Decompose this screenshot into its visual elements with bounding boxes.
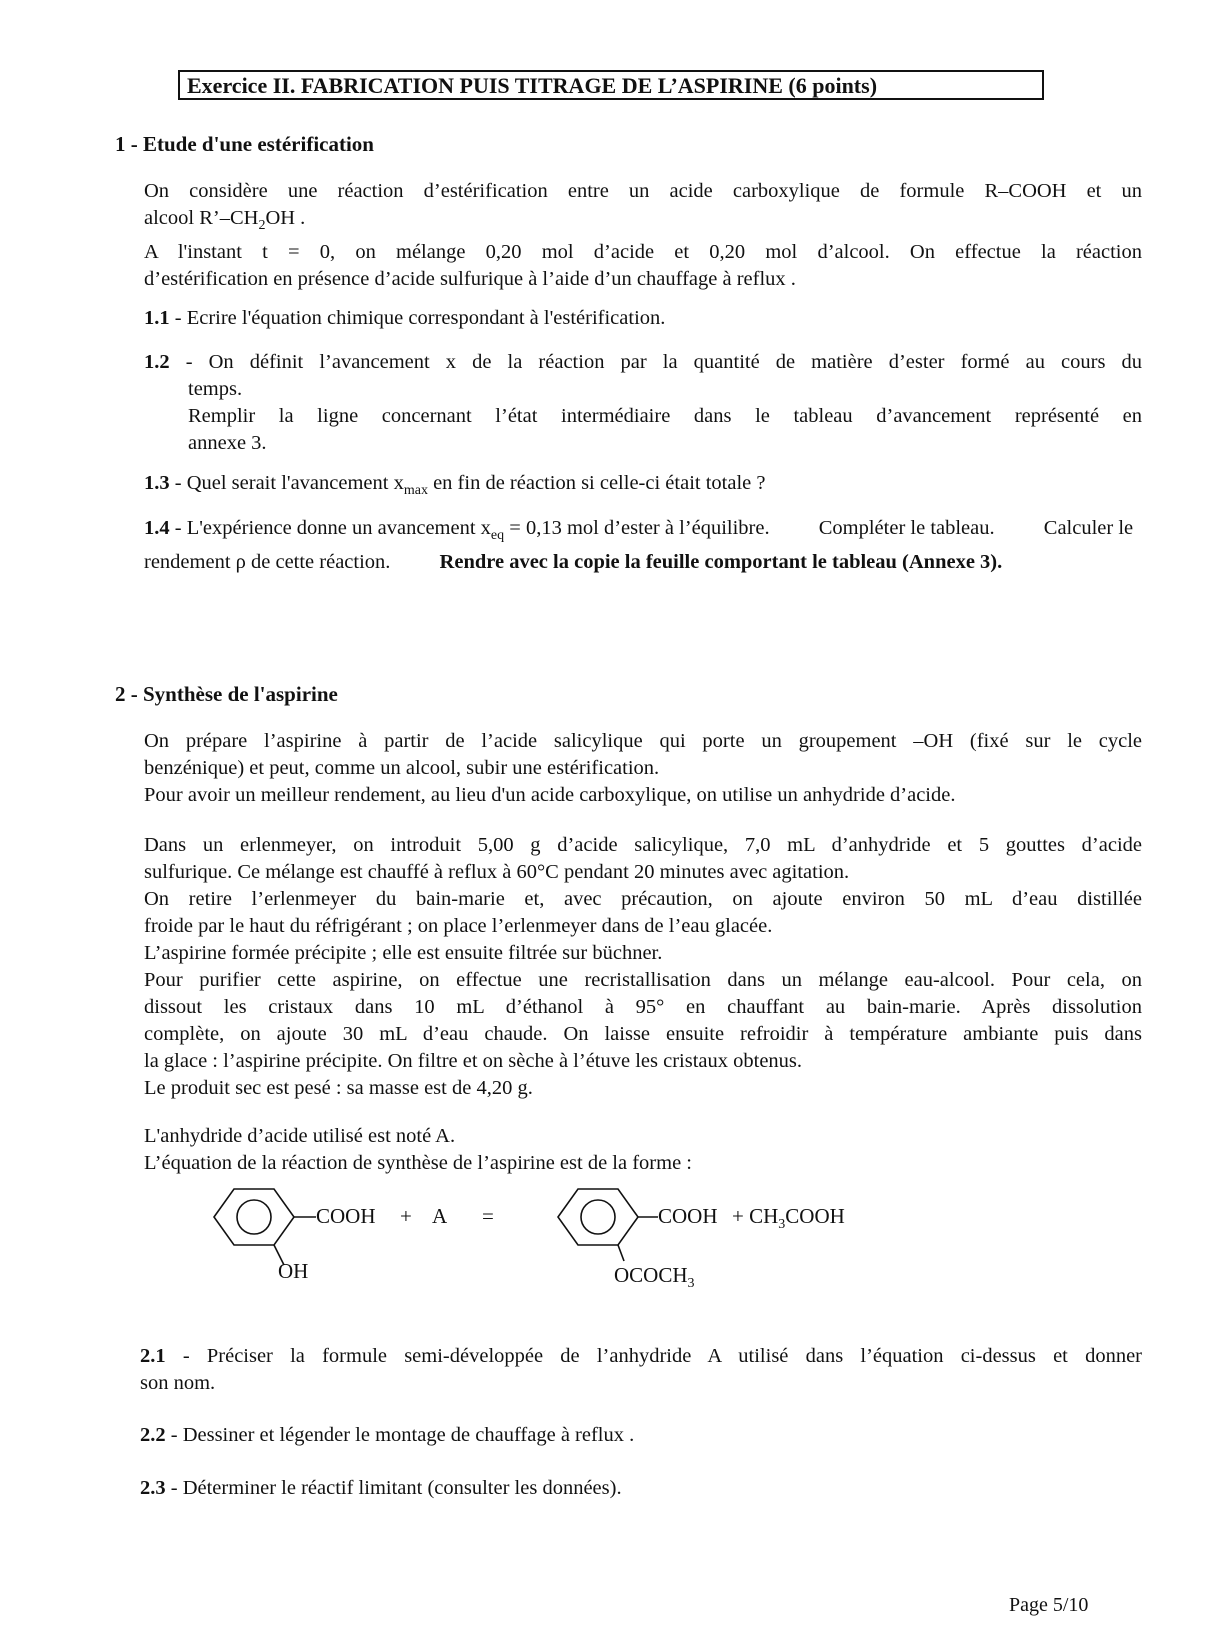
left-cooh-group: COOH <box>316 1204 376 1228</box>
question-2-3: 2.3 - Déterminer le réactif limitant (consulter les données). <box>140 1477 622 1499</box>
question-1-1: 1.1 - Ecrire l'équation chimique correspondant à l'estérification. <box>144 307 666 329</box>
equals-sign: = <box>482 1204 494 1228</box>
benzene-ring-left <box>214 1189 294 1245</box>
aromatic-circle-right <box>581 1200 615 1234</box>
section1-heading: 1 - Etude d'une estérification <box>115 132 374 156</box>
section1-intro <box>144 178 1142 293</box>
intro-line-2: alcool $R’-CH_2OH$ . <box>144 207 306 234</box>
page-number: Page 5/10 <box>1009 1594 1089 1616</box>
reactant-a: A <box>432 1204 448 1228</box>
intro-line-3: A l'instant t = 0, on mélange 0,20 mol d’acide et 0,20 mol d’alcool. On effectue la réaction <box>144 241 1142 264</box>
section2-para3: L'anhydride d’acide utilisé est noté A. L’équation de la réaction de synthèse de l’aspirine est de la forme : <box>144 1125 692 1174</box>
right-cooh-group: COOH <box>658 1204 718 1228</box>
section2-para1: On prépare l’aspirine à partir de l’acide salicylique qui porte un groupement –OH (fixé sur le cycle benzénique) et peut, comme un alcool, subir une estérification. Pour avoir un meilleur rendement, au lieu d'un acide carboxylique, on utilise un anhydride d’acide. <box>144 730 1142 806</box>
aromatic-circle-left <box>237 1200 271 1234</box>
synthesis-equation <box>200 1185 920 1295</box>
benzene-ring-right <box>558 1189 638 1245</box>
section2-para2: Dans un erlenmeyer, on introduit 5,00 g d’acide salicylique, 7,0 mL d’anhydride et 5 gouttes d’acide sulfurique. Ce mélange est chauffé à reflux à 60°C pendant 20 minutes avec agitation. On retire l’erlenmeyer du bain-marie et, avec précaution, on ajoute environ 50 mL d’eau distillée froide par le haut du réfrigérant ; on place l’erlenmeyer dans de l’eau glacée. L’aspirine formée précipite ; elle est ensuite filtrée sur büchner. Pour purifier cette aspirine, on effectue une recristallisation dans un mélange eau-alcool. Pour cela, on dissout les cristaux dans 10 mL d’éthanol à 95° en chauffant au bain-marie. Après dissolution complète, on ajoute 30 mL d’eau chaude. On laisse ensuite refroidir à température ambiante puis dans la glace : l’aspirine précipite. On filtre et on sèche à l’étuve les cristaux obtenus. Le produit sec est pesé : sa masse est de 4,20 g. <box>144 834 1142 1099</box>
acetic-acid-product: + $CH_3COOH$ <box>732 1204 845 1233</box>
question-1-4: 1.4 - L'expérience donne un avancement $x_{eq} = 0,13$ mol d’ester à l’équilibre. Compléter le tableau. Calculer le rendement ρ de cette réaction. Rendre avec la copie la feuille comportant le tableau (Annexe 3). <box>144 517 1134 574</box>
question-1-2: 1.2 - On définit l’avancement x de la réaction par la quantité de matière d’ester formé au cours du temps. Remplir la ligne concernant l’état intermédiaire dans le tableau d’avancement représenté en annexe 3. <box>144 351 1142 454</box>
question-2-1: 2.1 - Préciser la formule semi-développée de l’anhydride A utilisé dans l’équation ci-dessus et donner son nom. <box>140 1345 1142 1394</box>
plus-sign-1: + <box>400 1204 412 1228</box>
left-oh-group: OH <box>278 1259 309 1283</box>
right-ococh3-group: $OCOCH_3$ <box>614 1263 695 1292</box>
section2-heading: 2 - Synthèse de l'aspirine <box>115 682 338 706</box>
question-2-2: 2.2 - Dessiner et légender le montage de chauffage à reflux . <box>140 1424 635 1446</box>
intro-line-4: d’estérification en présence d’acide sulfurique à l’aide d’un chauffage à reflux . <box>144 268 796 291</box>
exercise-title: Exercice II. FABRICATION PUIS TITRAGE DE L’ASPIRINE (6 points) <box>187 73 878 98</box>
intro-line-1: On considère une réaction d’estérification entre un acide carboxylique de formule R–COOH et un <box>144 180 1142 202</box>
question-1-3: 1.3 - Quel serait l'avancement $x_{max}$ en fin de réaction si celle-ci était totale ? <box>144 472 766 499</box>
